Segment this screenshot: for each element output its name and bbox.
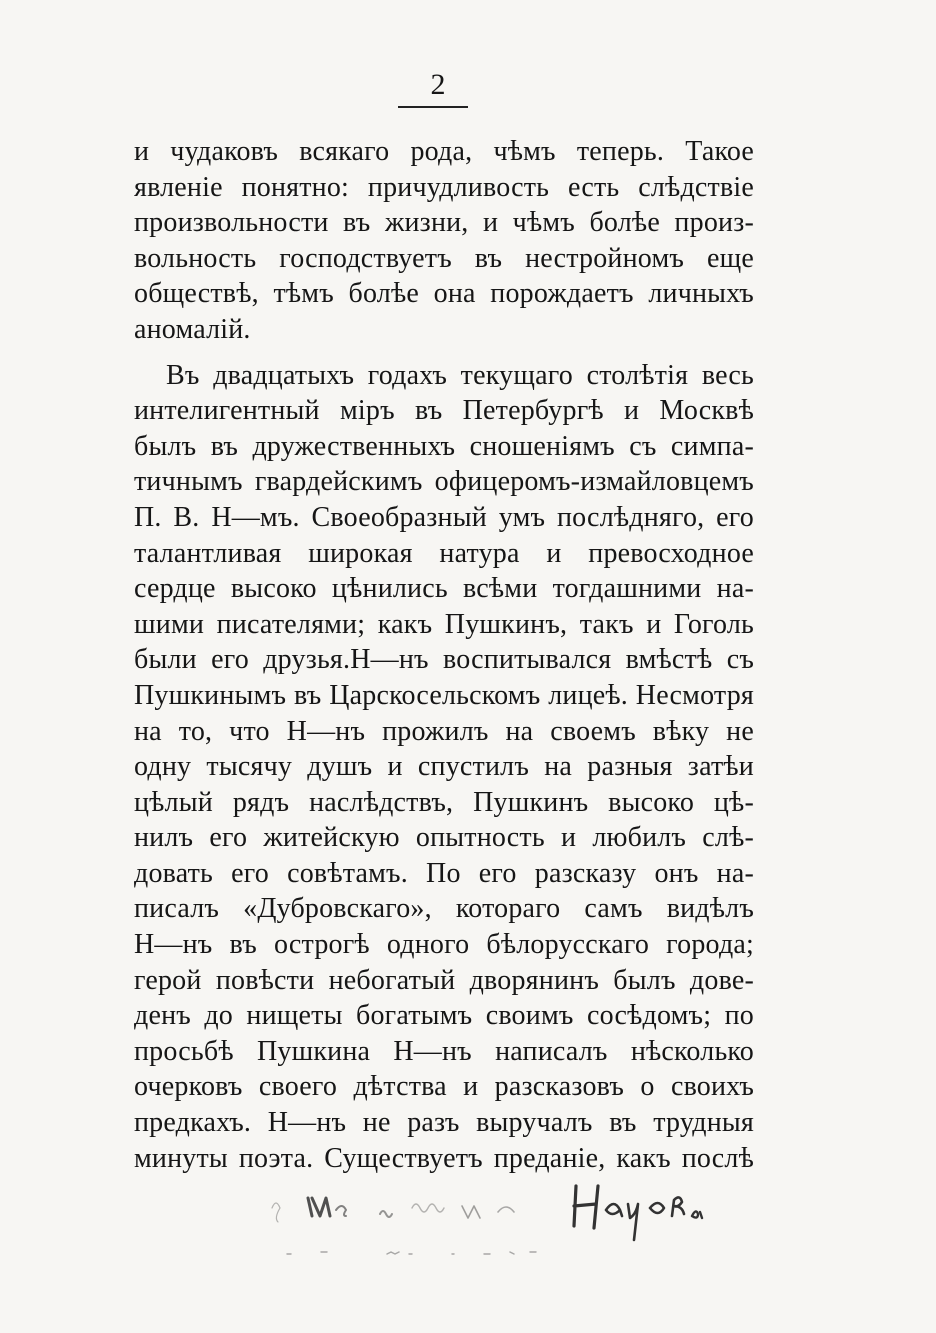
text-line: цѣлый рядъ наслѣдствъ, Пушкинъ высоко цѣ- [134,786,754,818]
text-line: вольность господствуетъ въ нестройномъ еще [134,242,754,274]
text-line: просьбѣ Пушкина Н—нъ написалъ нѣсколько [134,1035,754,1067]
text-line: и чудаковъ всякаго рода, чѣмъ теперь. Такое [134,136,754,167]
text-line: герой повѣсти небогатый дворянинъ былъ дове- [134,964,754,996]
text-line: сердце высоко цѣнились всѣми тогдашними на- [134,573,754,605]
text-line: нилъ его житейскую опытность и любилъ слѣ- [134,822,754,854]
text-line: денъ до нищеты богатымъ своимъ сосѣдомъ; по [134,1000,754,1032]
text-line: талантливая широкая натура и превосходное [134,537,754,569]
text-line: минуты поэта. Существуетъ преданіе, какъ послѣ [134,1142,754,1174]
paragraph-gap [134,348,754,358]
page-number: 2 [430,68,446,101]
text-line: писалъ «Дубровскаго», котораго самъ видѣлъ [134,893,754,925]
body-text [134,134,754,1176]
text-line: были его друзья.Н—нъ воспитывался вмѣстѣ съ [134,644,754,676]
text-line: Въ двадцатыхъ годахъ текущаго столѣтія весь [166,359,754,391]
text-line: былъ въ дружественныхъ сношеніямъ съ симпа- [134,430,754,462]
text-line: одну тысячу душъ и спустилъ на разныя затѣи [134,751,754,783]
text-line: на то, что Н—нъ прожилъ на своемъ вѣку не [134,715,754,747]
text-line: П. В. Н—мъ. Своеобразный умъ послѣдняго, его [134,501,754,533]
text-line: очерковъ своего дѣтства и разсказовъ о своихъ [134,1071,754,1103]
text-line: тичнымъ гвардейскимъ офицеромъ-измайловцемъ [134,466,754,498]
page-number-rule [398,106,468,108]
text-line: предкахъ. Н—нъ не разъ выручалъ въ трудныя [134,1107,754,1139]
text-line: явленіе понятно: причудливость есть слѣдствіе [134,171,754,203]
text-line: Н—нъ въ острогѣ одного бѣлорусскаго города; [134,929,754,961]
text-line: аномалій. [134,313,251,345]
text-line: обществѣ, тѣмъ болѣе она порождаетъ личныхъ [134,278,754,310]
text-line: интелигентный міръ въ Петербургѣ и Москвѣ [134,395,754,427]
text-line: Пушкинымъ въ Царскосельскомъ лицеѣ. Несмотря [134,679,754,711]
handwritten-stamp [262,1168,712,1268]
text-line: произвольности въ жизни, и чѣмъ болѣе произ- [134,207,754,239]
text-line: шими писателями; какъ Пушкинъ, такъ и Гоголь [134,608,754,640]
text-line: довать его совѣтамъ. По его разсказу онъ на- [134,857,754,889]
